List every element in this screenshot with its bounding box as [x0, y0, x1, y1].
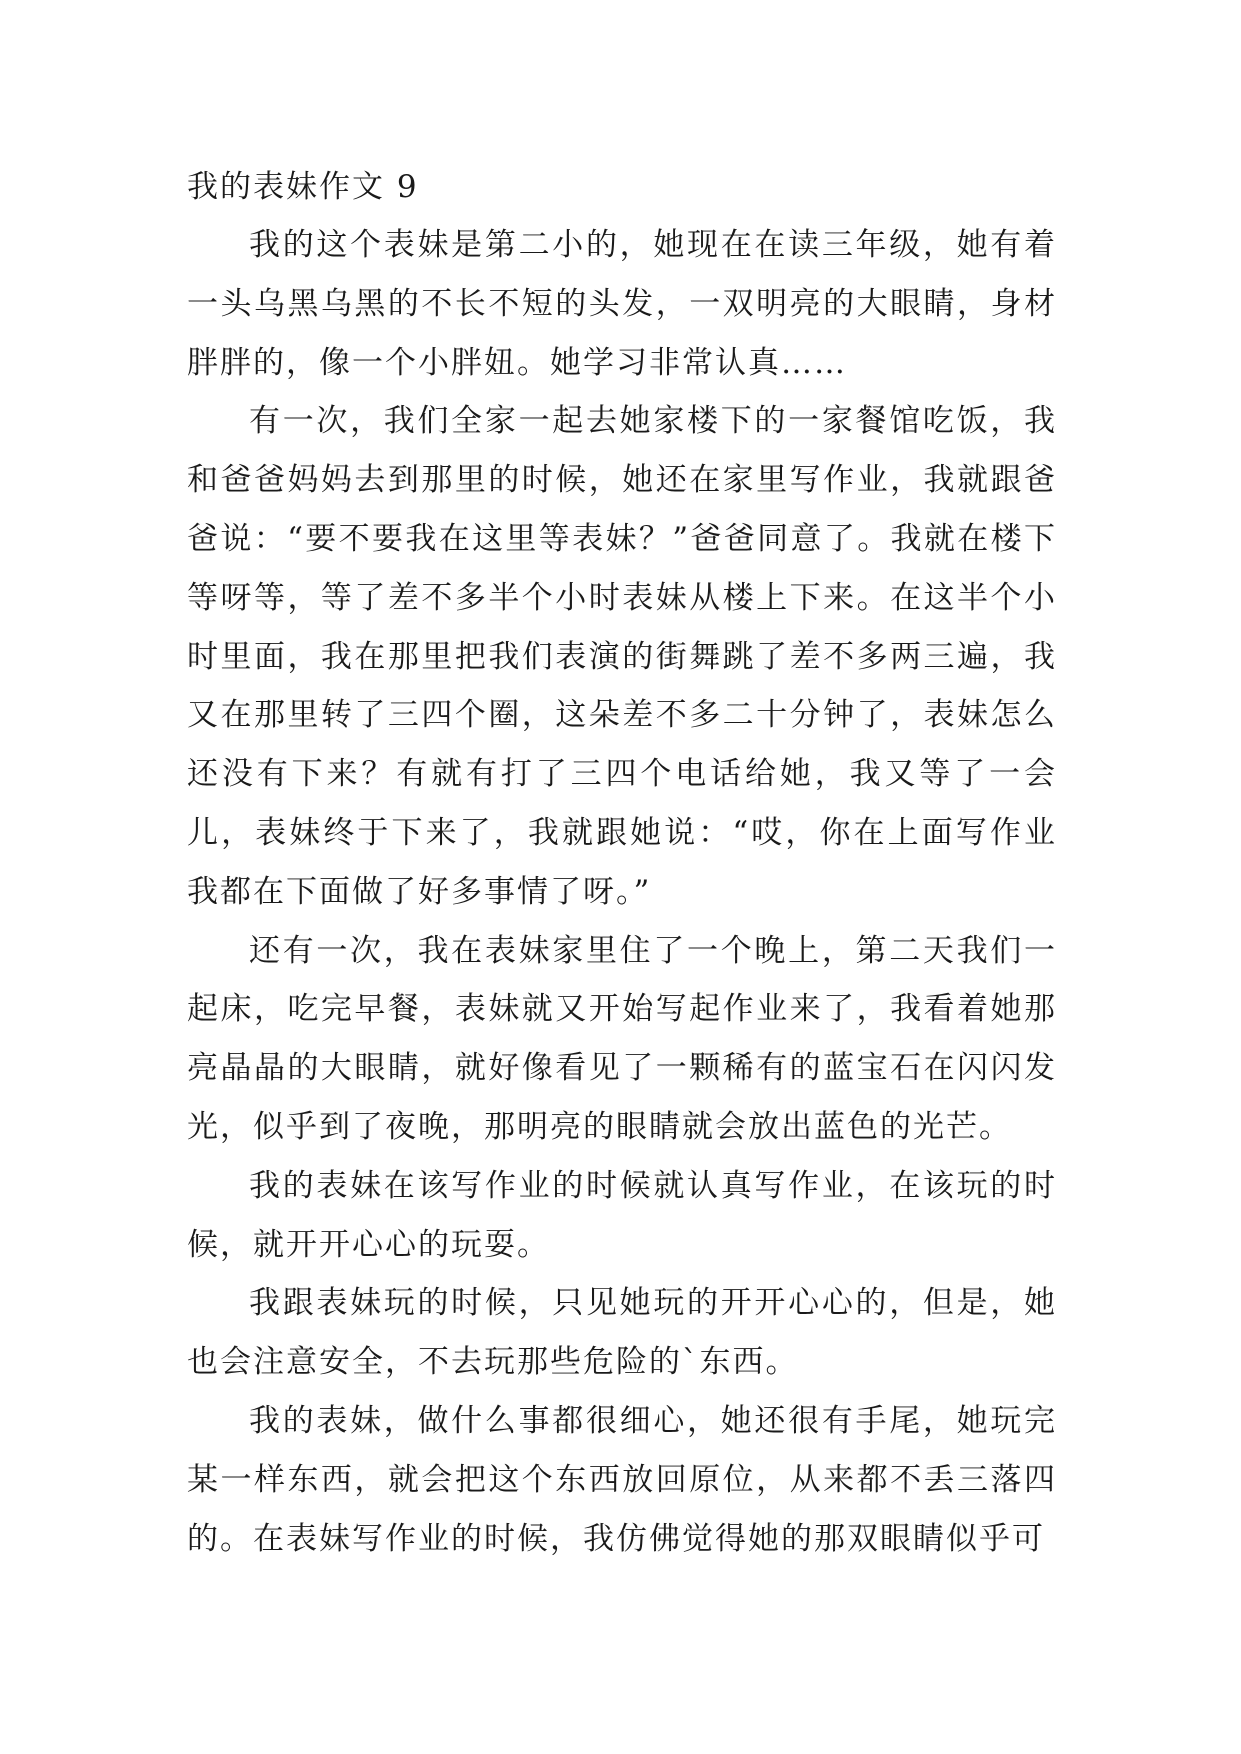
paragraph-5: 我跟表妹玩的时候，只见她玩的开开心心的，但是，她也会注意安全，不去玩那些危险的`东西。 — [187, 1285, 1057, 1381]
paragraph-4: 我的表妹在该写作业的时候就认真写作业，在该玩的时候，就开开心心的玩耍。 — [187, 1167, 1057, 1263]
paragraph-6: 我的表妹，做什么事都很细心，她还很有手尾，她玩完某一样东西，就会把这个东西放回原位，从来都不丢三落四的。在表妹写作业的时候，我仿佛觉得她的那双眼睛似乎可 — [187, 1402, 1057, 1557]
paragraph-1: 我的这个表妹是第二小的，她现在在读三年级，她有着一头乌黑乌黑的不长不短的头发，一双明亮的大眼睛，身材胖胖的，像一个小胖妞。她学习非常认真…… — [187, 227, 1057, 381]
document-body — [187, 158, 1057, 1568]
document-title: 我的表妹作文 9 — [187, 169, 419, 205]
paragraph-3: 还有一次，我在表妹家里住了一个晚上，第二天我们一起床，吃完早餐，表妹就又开始写起作业来了，我看着她那亮晶晶的大眼睛，就好像看见了一颗稀有的蓝宝石在闪闪发光，似乎到了夜晚，那明亮的眼睛就会放出蓝色的光芒。 — [187, 932, 1057, 1145]
paragraph-2: 有一次，我们全家一起去她家楼下的一家餐馆吃饭，我和爸爸妈妈去到那里的时候，她还在家里写作业，我就跟爸爸说：“要不要我在这里等表妹？”爸爸同意了。我就在楼下等呀等，等了差不多半个小时表妹从楼上下来。在这半个小时里面，我在那里把我们表演的街舞跳了差不多两三遍，我又在那里转了三四个圈，这朵差不多二十分钟了，表妹怎么还没有下来？有就有打了三四个电话给她，我又等了一会儿，表妹终于下来了，我就跟她说：“哎，你在上面写作业我都在下面做了好多事情了呀。” — [187, 403, 1057, 910]
